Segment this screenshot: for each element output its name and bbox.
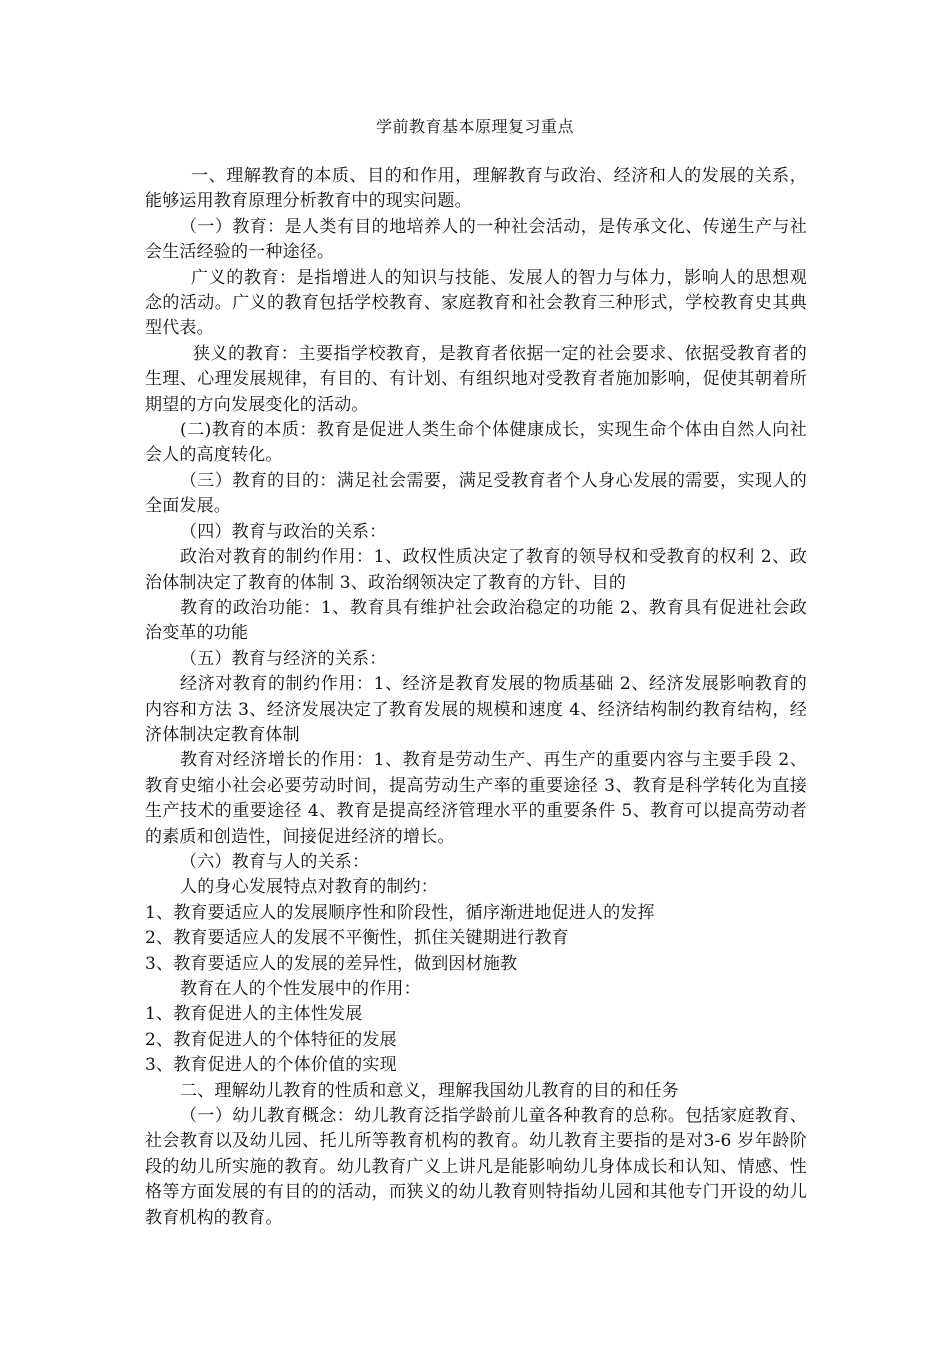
list-item: 2、教育要适应人的发展不平衡性，抓住关键期进行教育 [145,928,569,949]
paragraph: （三）教育的目的：满足社会需要，满足受教育者个人身心发展的需要，实现人的全面发展。 [145,470,807,517]
paragraph: （一）教育：是人类有目的地培养人的一种社会活动，是传承文化、传递生产与社会生活经验的一种途径。 [145,216,807,263]
paragraph: （一）幼儿教育概念：幼儿教育泛指学龄前儿童各种教育的总称。包括家庭教育、社会教育以及幼儿园、托儿所等教育机构的教育。幼儿教育主要指的是对3-6 岁年龄阶段的幼儿所实施的教育。幼儿教育广义上讲凡是能影响幼儿身体成长和认知、情感、性格等方面发展的有目的的活动，而狭义的幼儿教育则特指幼儿园和其他专门开设的幼儿教育机构的教育。 [145,1106,807,1228]
list-item: 1、教育要适应人的发展顺序性和阶段性，循序渐进地促进人的发挥 [145,902,655,923]
paragraph: （五）教育与经济的关系： [180,648,387,669]
paragraph: 教育对经济增长的作用：1、教育是劳动生产、再生产的重要内容与主要手段 2、教育史缩小社会必要劳动时间，提高劳动生产率的重要途径 3、教育是科学转化为直接生产技术的重要途径 4、教育是提高经济管理水平的重要条件 5、教育可以提高劳动者的素质和创造性，间接促进经济的增长。 [145,750,807,847]
paragraph: 政治对教育的制约作用：1、政权性质决定了教育的领导权和受教育的权利 2、政治体制决定了教育的体制 3、政治纲领决定了教育的方针、目的 [145,547,807,593]
paragraph: 狭义的教育：主要指学校教育，是教育者依据一定的社会要求、依据受教育者的生理、心理发展规律，有目的、有计划、有组织地对受教育者施加影响，促使其朝着所期望的方向发展变化的活动。 [145,343,807,415]
paragraph: 教育在人的个性发展中的作用： [180,979,421,999]
list-item: 1、教育促进人的主体性发展 [145,1004,363,1025]
paragraph: 二、理解幼儿教育的性质和意义，理解我国幼儿教育的目的和任务 [180,1080,679,1101]
paragraph: （四）教育与政治的关系： [180,521,387,542]
paragraph: 经济对教育的制约作用：1、经济是教育发展的物质基础 2、经济发展影响教育的内容和方法 3、经济发展决定了教育发展的规模和速度 4、经济结构制约教育结构，经济体制决定教育体制 [145,674,807,745]
document-title: 学前教育基本原理复习重点 [375,117,574,136]
paragraph: 一、理解教育的本质、目的和作用，理解教育与政治、经济和人的发展的关系，能够运用教育原理分析教育中的现实问题。 [145,166,807,212]
list-item: 3、教育促进人的个体价值的实现 [145,1055,397,1076]
paragraph: (二)教育的本质：教育是促进人类生命个体健康成长，实现生命个体由自然人向社会人的高度转化。 [145,420,807,466]
paragraph: 教育的政治功能：1、教育具有维护社会政治稳定的功能 2、教育具有促进社会政治变革的功能 [145,597,807,644]
document-body [145,164,807,1231]
paragraph: （六）教育与人的关系： [180,851,370,872]
paragraph: 人的身心发展特点对教育的制约： [180,877,438,898]
paragraph: 广义的教育：是指增进人的知识与技能、发展人的智力与体力，影响人的思想观念的活动。广义的教育包括学校教育、家庭教育和社会教育三种形式，学校教育史其典型代表。 [145,267,807,339]
list-item: 3、教育要适应人的发展的差异性，做到因材施教 [145,953,518,974]
list-item: 2、教育促进人的个体特征的发展 [145,1029,397,1050]
